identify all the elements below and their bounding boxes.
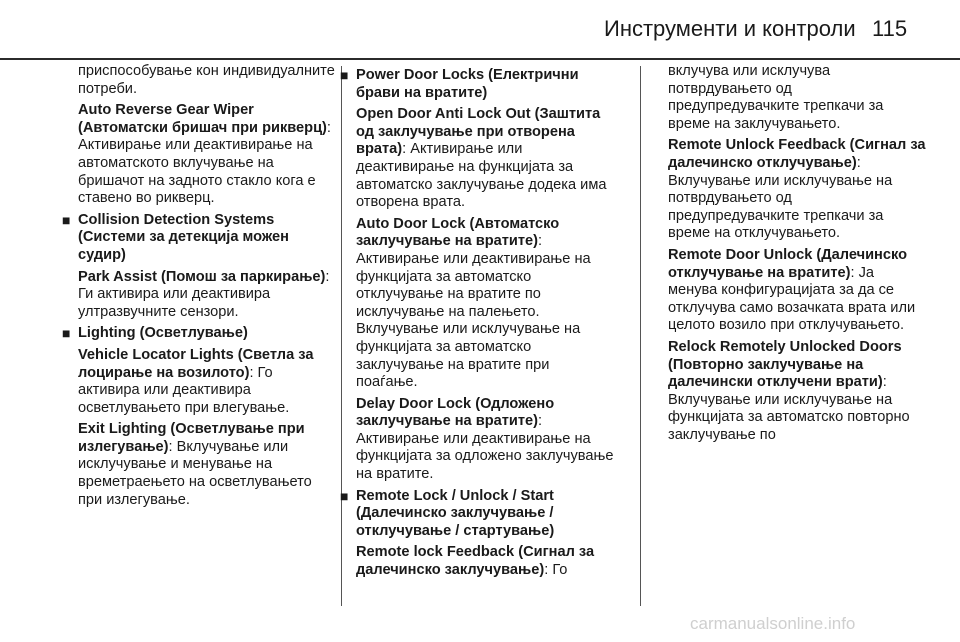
setting-description: : Вклучување или исклучување на функцијата за автоматско повторно заклучување по [668,374,910,443]
setting-name: Auto Door Lock (Автоматско заклучување на вратите) [356,215,560,250]
setting-name: Remote Door Unlock (Далечинско отклучување на вратите) [668,246,907,281]
setting-entry [78,102,336,208]
page-number: 115 [872,16,908,41]
setting-entry [78,269,336,322]
page-header-title: Инструменти и контроли [604,16,856,41]
bullet-square-icon: ■ [340,67,349,83]
setting-name: Relock Remotely Unlocked Doors (Повторно заклучување на далечински отклучени врати) [668,338,902,391]
setting-name: Auto Reverse Gear Wiper (Автоматски бришач при рикверц) [78,102,327,136]
setting-description: : Вклучување или исклучување и менување на времетраењето на осветлувањето при излегување. [78,438,312,508]
setting-entry [78,421,336,509]
section-heading: Remote Lock / Unlock / Start (Далечинско заклучување / отклучување / стартување) [356,487,555,539]
setting-name: Remote Unlock Feedback (Сигнал за далечинско отклучување) [668,137,926,171]
setting-description: : Ги активира или деактивира ултразвучните сензори. [78,268,330,320]
text-column-1 [62,63,336,513]
section-heading: Power Door Locks (Електрични брави на вратите) [356,67,579,101]
section-heading: Collision Detection Systems (Системи за детекција можен судир) [78,211,289,263]
column-divider [341,66,342,606]
setting-entry [78,347,336,417]
setting-name: Open Door Anti Lock Out (Заштита од заклучување при отворена врата) [356,106,601,158]
setting-description: : Го [544,562,568,579]
section-bullet [340,487,614,541]
section-bullet [340,67,614,102]
section-bullet [62,211,336,265]
setting-entry [668,339,926,445]
setting-description: : Активирање или деактивирање на функцијата за автоматско отклучување на вратите по исклучување на палењето. Вклучување или исклучување на функцијата за автоматско заклучување на вратите при поаѓање. [356,233,591,391]
text-column-3 [668,63,926,448]
setting-description: : Ја менува конфигурацијата за да се отклучува само возачката врата или целото возило при отклучувањето. [668,264,916,334]
setting-entry [356,396,614,484]
setting-name: Exit Lighting (Осветлување при излегување) [78,421,305,455]
setting-entry [668,247,926,335]
setting-entry [356,216,614,392]
setting-name: Delay Door Lock (Одложено заклучување на вратите) [356,395,555,430]
setting-description: : Активирање или деактивирање на функцијата за автоматско заклучување додека има отворена врата. [356,141,607,211]
setting-name: Remote lock Feedback (Сигнал за далечинско заклучување) [356,544,595,579]
section-bullet [62,325,336,343]
setting-entry [356,544,614,579]
header-divider [0,58,960,60]
column-divider [640,66,641,606]
watermark: carmanualsonline.info [690,614,856,633]
section-heading: Lighting (Осветлување) [78,325,248,342]
paragraph: вклучува или исклучува потврдувањето од предупредувачките трепкачи за време на заклучувањето. [668,63,884,132]
setting-description: : Активирање или деактивирање на функцијата за одложено заклучување на вратите. [356,413,614,483]
setting-description: : Активирање или деактивирање на автоматското вклучување на бришачот на задното стакло кога е ставено во рикверц. [78,119,331,207]
setting-entry [356,106,614,212]
bullet-square-icon: ■ [62,325,71,342]
setting-name: Vehicle Locator Lights (Светла за лоцирање на возилото) [78,346,314,381]
setting-description: : Го активира или деактивира осветлувањето при влегување. [78,364,290,416]
bullet-square-icon: ■ [62,211,71,228]
paragraph: приспособување кон индивидуалните потреби. [78,63,335,97]
setting-description: : Вклучување или исклучување на потврдувањето од предупредувачките трепкачи за време на отклучувањето. [668,154,893,242]
setting-entry [668,137,926,243]
setting-name: Park Assist (Помош за паркирање) [78,268,326,285]
text-column-2 [340,63,614,584]
bullet-square-icon: ■ [340,487,349,504]
